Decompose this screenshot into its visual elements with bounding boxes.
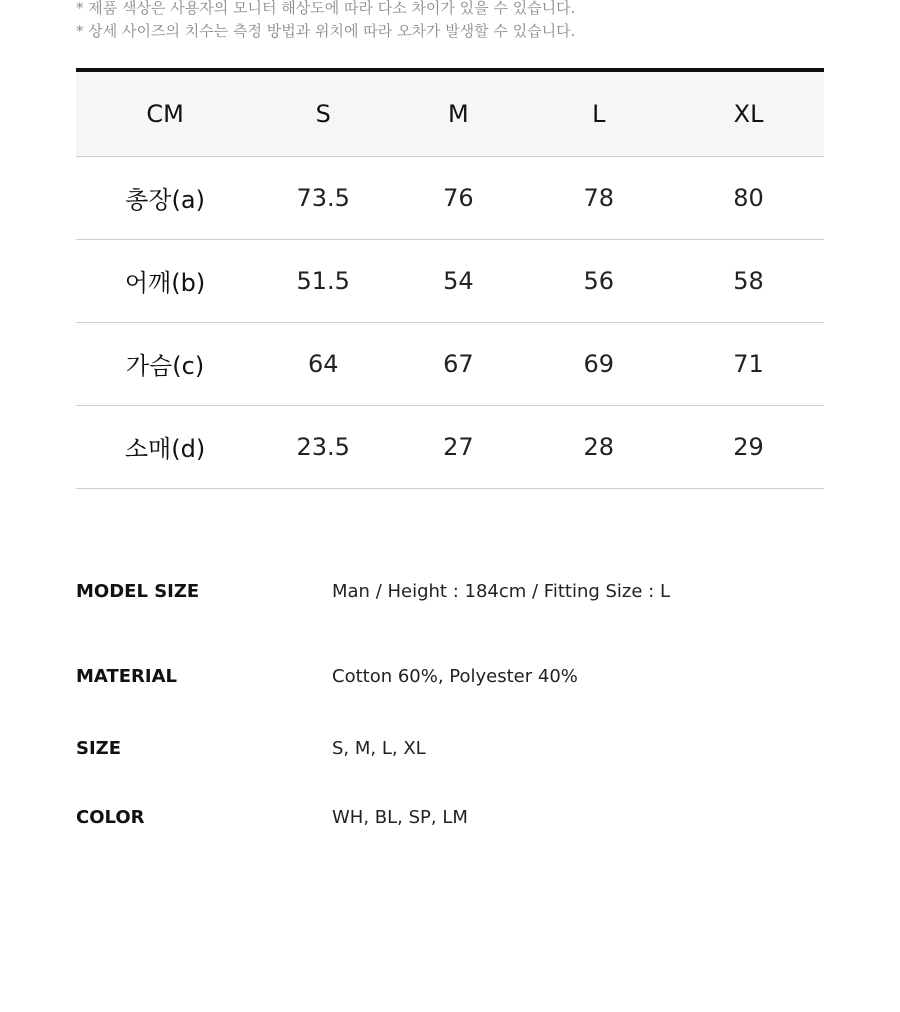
cell-value: 69: [524, 322, 673, 405]
size-chart-table: [76, 68, 824, 489]
cell-value: 29: [673, 405, 824, 488]
spec-key: COLOR: [76, 807, 145, 828]
row-label: 어깨(b): [76, 239, 254, 322]
disclaimer-notes: [76, 0, 836, 43]
size-chart-header-row: [76, 70, 824, 156]
cell-value: 64: [254, 322, 392, 405]
row-label: 가슴(c): [76, 322, 254, 405]
cell-value: 67: [392, 322, 524, 405]
spec-value: WH, BL, SP, LM: [332, 807, 468, 828]
table-row-chest: [76, 322, 824, 405]
row-label: 총장(a): [76, 156, 254, 239]
header-size-xl: XL: [673, 70, 824, 156]
cell-value: 27: [392, 405, 524, 488]
spec-value: S, M, L, XL: [332, 738, 426, 759]
cell-value: 76: [392, 156, 524, 239]
spec-key: MATERIAL: [76, 666, 177, 687]
row-label: 소매(d): [76, 405, 254, 488]
spec-key: SIZE: [76, 738, 122, 759]
cell-value: 28: [524, 405, 673, 488]
cell-value: 23.5: [254, 405, 392, 488]
table-row-sleeve: [76, 405, 824, 488]
cell-value: 73.5: [254, 156, 392, 239]
spec-row-material: [76, 665, 836, 689]
header-size-s: S: [254, 70, 392, 156]
header-unit: CM: [76, 70, 254, 156]
spec-row-color: [76, 806, 836, 830]
header-size-l: L: [524, 70, 673, 156]
cell-value: 71: [673, 322, 824, 405]
spec-value: Man / Height : 184cm / Fitting Size : L: [332, 581, 670, 602]
note-measurement-error: * 상세 사이즈의 치수는 측정 방법과 위치에 따라 오차가 발생할 수 있습니다.: [76, 22, 576, 40]
header-size-m: M: [392, 70, 524, 156]
spec-row-model-size: [76, 580, 836, 604]
cell-value: 51.5: [254, 239, 392, 322]
table-row-total-length: [76, 156, 824, 239]
cell-value: 54: [392, 239, 524, 322]
cell-value: 80: [673, 156, 824, 239]
spec-value: Cotton 60%, Polyester 40%: [332, 666, 578, 687]
spec-key: MODEL SIZE: [76, 581, 200, 602]
table-row-shoulder: [76, 239, 824, 322]
cell-value: 56: [524, 239, 673, 322]
cell-value: 58: [673, 239, 824, 322]
spec-row-size: [76, 737, 836, 761]
note-color-variance: * 제품 색상은 사용자의 모니터 해상도에 따라 다소 차이가 있을 수 있습니다.: [76, 0, 576, 17]
cell-value: 78: [524, 156, 673, 239]
